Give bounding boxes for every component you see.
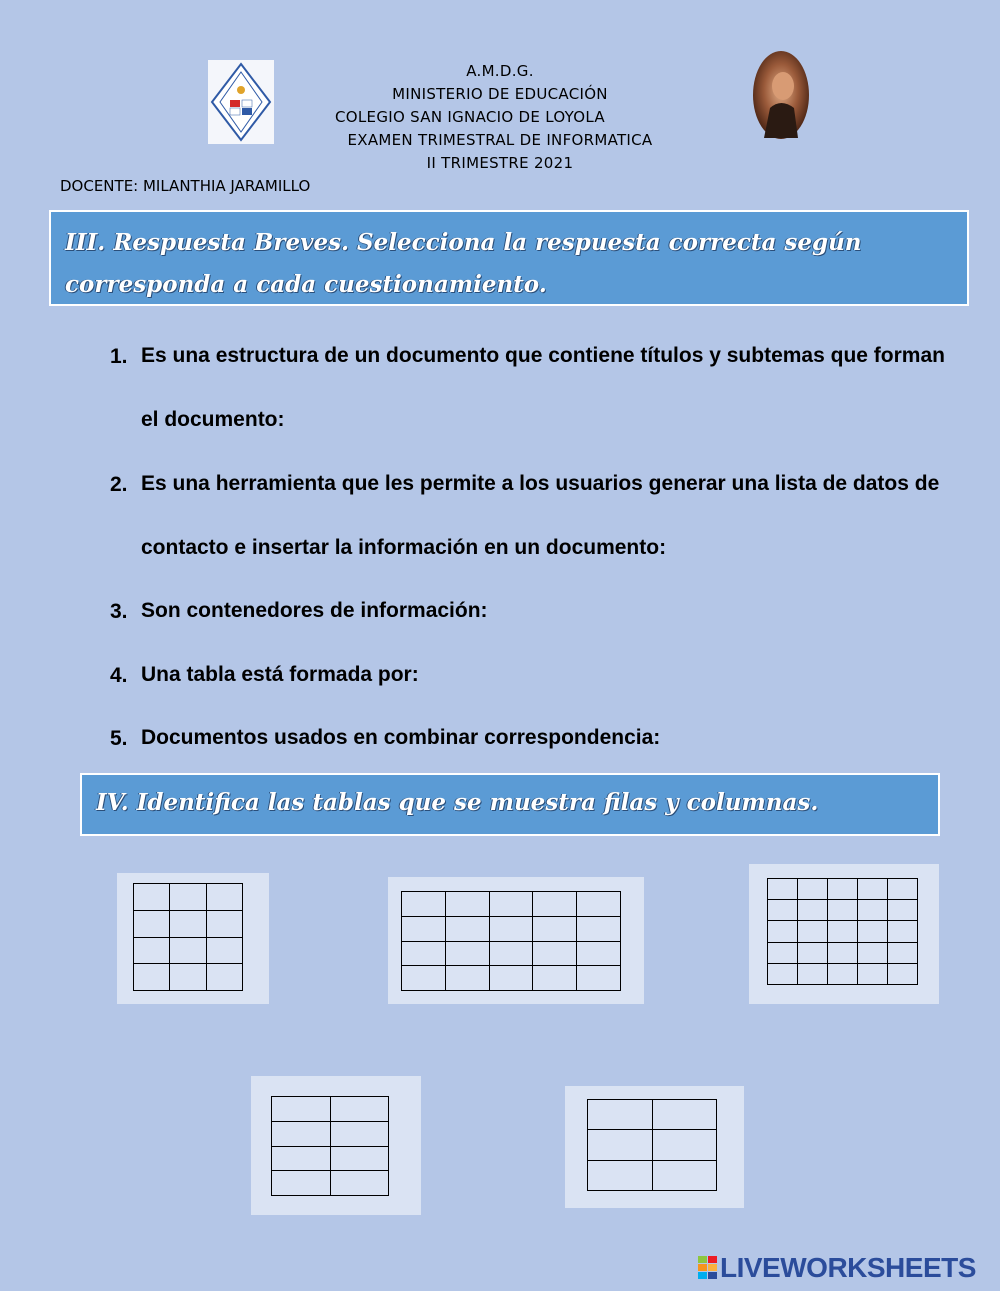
table-cell xyxy=(588,1100,653,1130)
liveworksheets-text: LIVEWORKSHEETS xyxy=(720,1252,976,1283)
table-cell xyxy=(768,963,798,984)
question-text: Documentos usados en combinar correspondencia: xyxy=(141,726,661,749)
question-number: 1. xyxy=(110,345,128,368)
table-cell xyxy=(888,921,918,942)
table-row xyxy=(272,1121,389,1146)
table-cell xyxy=(858,921,888,942)
table-cell xyxy=(768,879,798,900)
table-cell xyxy=(828,900,858,921)
table-card-4[interactable] xyxy=(251,1076,421,1215)
table-cell xyxy=(588,1130,653,1160)
question-text: Son contenedores de información: xyxy=(141,599,488,622)
question-number: 2. xyxy=(110,473,128,496)
table-cell xyxy=(402,941,446,966)
table-cell xyxy=(445,941,489,966)
table-row xyxy=(402,966,621,991)
table-cell xyxy=(272,1121,331,1146)
table-row xyxy=(768,900,918,921)
table-cell xyxy=(330,1146,389,1171)
table-cell xyxy=(206,884,242,911)
table-cell xyxy=(402,892,446,917)
table-cell xyxy=(858,942,888,963)
table-cell xyxy=(798,900,828,921)
table-cell xyxy=(170,964,206,991)
table-cell xyxy=(828,921,858,942)
table-cell xyxy=(170,910,206,937)
table-cell xyxy=(445,916,489,941)
header-line-term: II TRIMESTRE 2021 xyxy=(426,154,574,172)
table-card-5[interactable] xyxy=(565,1086,744,1208)
table-cell xyxy=(768,921,798,942)
table-row xyxy=(134,884,243,911)
table-cell xyxy=(134,964,170,991)
table-cell xyxy=(402,916,446,941)
table-cell xyxy=(170,937,206,964)
table-cell xyxy=(828,963,858,984)
section-3-title: III. Respuesta Breves. Selecciona la respuesta correcta según corresponda a cada cuestionamiento. xyxy=(49,210,969,306)
table-cell xyxy=(858,963,888,984)
table-cell xyxy=(577,916,621,941)
table-cell xyxy=(330,1097,389,1122)
table-cell xyxy=(577,941,621,966)
header-line-ministry: MINISTERIO DE EDUCACIÓN xyxy=(392,85,608,103)
table-cell xyxy=(888,942,918,963)
table-cell xyxy=(445,892,489,917)
header-line-amdg: A.M.D.G. xyxy=(466,62,534,80)
table-cell xyxy=(402,966,446,991)
table-cell xyxy=(888,963,918,984)
table-cell xyxy=(798,921,828,942)
question-number: 3. xyxy=(110,600,128,623)
question-text: Es una estructura de un documento que contiene títulos y subtemas que forman el documento: xyxy=(141,344,945,431)
table-cell xyxy=(577,966,621,991)
header-line-school: COLEGIO SAN IGNACIO DE LOYOLA xyxy=(335,108,605,126)
table-cell xyxy=(588,1160,653,1190)
table-row xyxy=(588,1100,717,1130)
question-number: 4. xyxy=(110,664,128,687)
table-card-3[interactable] xyxy=(749,864,939,1004)
liveworksheets-logo-icon xyxy=(698,1255,718,1279)
table-card-1[interactable] xyxy=(117,873,269,1004)
table-cell xyxy=(170,884,206,911)
question-text: Una tabla está formada por: xyxy=(141,663,419,686)
table-cell xyxy=(206,937,242,964)
table-cell xyxy=(533,966,577,991)
table-row xyxy=(402,941,621,966)
sample-table-2 xyxy=(401,891,621,991)
table-cell xyxy=(489,941,533,966)
table-cell xyxy=(134,884,170,911)
table-cell xyxy=(533,916,577,941)
question-text: Es una herramienta que les permite a los usuarios generar una lista de datos de contacto e insertar la información en un documento: xyxy=(141,472,940,559)
table-cell xyxy=(206,964,242,991)
table-card-2[interactable] xyxy=(388,877,644,1004)
table-cell xyxy=(489,916,533,941)
table-cell xyxy=(330,1171,389,1196)
table-cell xyxy=(272,1097,331,1122)
table-row xyxy=(768,963,918,984)
table-row xyxy=(134,910,243,937)
table-row xyxy=(272,1146,389,1171)
table-cell xyxy=(445,966,489,991)
table-row xyxy=(768,879,918,900)
table-cell xyxy=(533,941,577,966)
table-row xyxy=(768,921,918,942)
table-row xyxy=(272,1097,389,1122)
table-cell xyxy=(828,879,858,900)
table-cell xyxy=(272,1171,331,1196)
table-cell xyxy=(272,1146,331,1171)
table-cell xyxy=(533,892,577,917)
table-row xyxy=(402,892,621,917)
sample-table-3 xyxy=(767,878,918,985)
table-cell xyxy=(330,1121,389,1146)
table-row xyxy=(134,964,243,991)
table-cell xyxy=(768,942,798,963)
table-cell xyxy=(652,1100,717,1130)
table-row xyxy=(402,916,621,941)
table-row xyxy=(134,937,243,964)
table-cell xyxy=(768,900,798,921)
table-cell xyxy=(888,900,918,921)
section-4-title: IV. Identifica las tablas que se muestra filas y columnas. xyxy=(80,773,940,836)
table-cell xyxy=(577,892,621,917)
table-cell xyxy=(798,879,828,900)
table-cell xyxy=(134,937,170,964)
table-row xyxy=(588,1130,717,1160)
table-cell xyxy=(489,966,533,991)
teacher-name: DOCENTE: MILANTHIA JARAMILLO xyxy=(60,177,311,195)
table-cell xyxy=(652,1160,717,1190)
table-cell xyxy=(888,879,918,900)
liveworksheets-brand[interactable] xyxy=(698,1252,976,1284)
question-number: 5. xyxy=(110,727,128,750)
table-cell xyxy=(798,963,828,984)
table-cell xyxy=(828,942,858,963)
table-cell xyxy=(652,1130,717,1160)
table-row xyxy=(588,1160,717,1190)
header-line-exam: EXAMEN TRIMESTRAL DE INFORMATICA xyxy=(347,131,653,149)
sample-table-5 xyxy=(587,1099,717,1191)
table-cell xyxy=(134,910,170,937)
sample-table-1 xyxy=(133,883,243,991)
sample-table-4 xyxy=(271,1096,389,1196)
table-cell xyxy=(858,900,888,921)
table-row xyxy=(768,942,918,963)
table-cell xyxy=(489,892,533,917)
table-cell xyxy=(206,910,242,937)
table-row xyxy=(272,1171,389,1196)
table-cell xyxy=(798,942,828,963)
table-cell xyxy=(858,879,888,900)
